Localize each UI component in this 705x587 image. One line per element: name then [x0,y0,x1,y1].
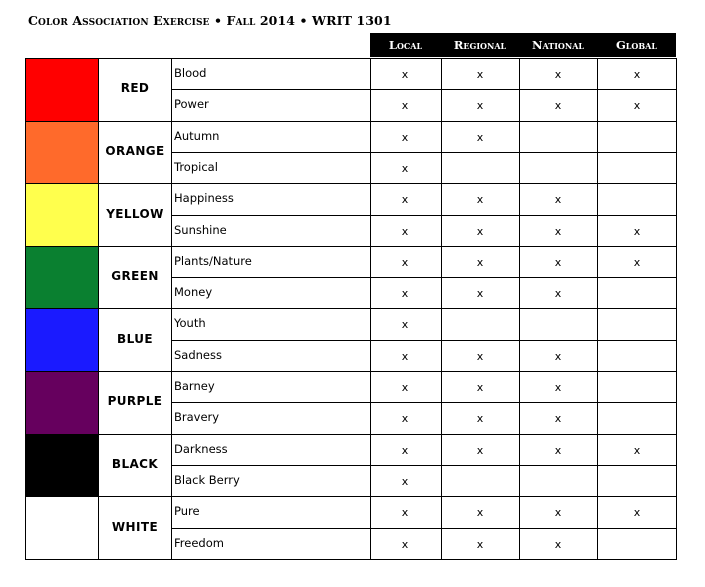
association-label: Sunshine [174,222,227,237]
check-mark: x [401,224,409,238]
color-name-purple: PURPLE [107,394,163,409]
association-label: Barney [174,379,215,393]
check-mark: x [633,255,641,269]
check-mark: x [554,99,562,113]
row-divider [171,152,676,153]
check-mark: x [401,474,409,488]
color-swatch-orange [26,121,98,184]
check-mark: x [633,224,641,238]
column-divider [98,58,99,559]
check-mark: x [476,224,484,238]
check-mark: x [401,99,409,113]
color-swatch-black [26,434,98,497]
color-name-orange: ORANGE [105,143,165,158]
group-divider [25,183,676,184]
group-divider [25,496,676,497]
check-mark: x [554,68,562,81]
color-name-green: GREEN [111,269,159,284]
check-mark: x [401,287,409,301]
association-label: Plants/Nature [174,253,252,268]
column-divider [171,58,172,559]
association-label: Happiness [174,191,234,206]
check-mark: x [401,255,409,269]
row-divider [171,277,676,278]
check-mark: x [476,287,484,301]
check-mark: x [476,255,484,269]
check-mark: x [476,537,484,551]
association-label: Blood [174,66,207,80]
check-mark: x [554,381,562,394]
column-header-regional: Regional [453,38,507,52]
table-bottom-border [25,559,677,560]
check-mark: x [633,68,641,81]
check-mark: x [633,506,641,520]
column-divider [519,58,520,559]
check-mark: x [554,412,562,426]
color-name-red: RED [120,81,150,96]
check-mark: x [401,68,409,81]
check-mark: x [401,349,409,363]
association-label: Darkness [174,441,228,456]
group-divider [25,58,676,59]
column-divider [25,58,26,559]
association-label: Bravery [174,410,220,425]
association-label: Money [174,285,213,300]
check-mark: x [554,255,562,269]
check-mark: x [476,99,484,113]
association-label: Power [174,97,209,112]
color-name-white: WHITE [111,519,159,534]
check-mark: x [476,381,484,394]
association-label: Pure [174,504,200,519]
column-divider [441,58,442,559]
check-mark: x [401,161,409,175]
association-label: Youth [174,316,206,331]
group-divider [25,121,676,122]
association-label: Freedom [174,535,224,550]
row-divider [171,402,676,403]
association-label: Autumn [174,128,220,143]
column-header-global: Global [615,38,657,52]
check-mark: x [401,130,409,144]
check-mark: x [401,318,409,332]
check-mark: x [476,193,484,207]
group-divider [25,434,676,435]
check-mark: x [401,506,409,520]
row-divider [171,465,676,466]
color-swatch-yellow [26,183,98,246]
color-swatch-white [26,496,98,559]
check-mark: x [633,99,641,113]
check-mark: x [554,349,562,363]
association-label: Tropical [174,159,218,174]
check-mark: x [401,193,409,207]
check-mark: x [554,193,562,207]
page-title: Color Association Exercise • Fall 2014 • WRIT 1301 [28,13,392,28]
check-mark: x [554,506,562,520]
check-mark: x [554,287,562,301]
column-divider [676,58,677,559]
column-header-national: National [531,38,585,52]
column-header-local: Local [388,38,423,52]
group-divider [25,371,676,372]
color-swatch-green [26,246,98,309]
color-name-blue: BLUE [117,331,153,346]
row-divider [171,89,676,90]
row-divider [171,215,676,216]
association-label: Sadness [174,347,222,362]
color-name-yellow: YELLOW [106,206,164,221]
check-mark: x [476,130,484,144]
check-mark: x [633,443,641,457]
row-divider [171,340,676,341]
color-name-black: BLACK [111,456,159,471]
row-divider [171,528,676,529]
check-mark: x [401,443,409,457]
check-mark: x [554,224,562,238]
check-mark: x [476,506,484,520]
association-label: Black Berry [174,472,240,487]
check-mark: x [401,381,409,394]
group-divider [25,308,676,309]
color-swatch-red [26,58,98,121]
check-mark: x [476,412,484,426]
check-mark: x [401,537,409,551]
check-mark: x [476,349,484,363]
check-mark: x [554,443,562,457]
check-mark: x [476,443,484,457]
check-mark: x [401,412,409,426]
group-divider [25,246,676,247]
check-mark: x [476,68,484,81]
column-divider [370,58,371,559]
column-divider [597,58,598,559]
color-swatch-purple [26,371,98,434]
color-swatch-blue [26,308,98,371]
check-mark: x [554,537,562,551]
